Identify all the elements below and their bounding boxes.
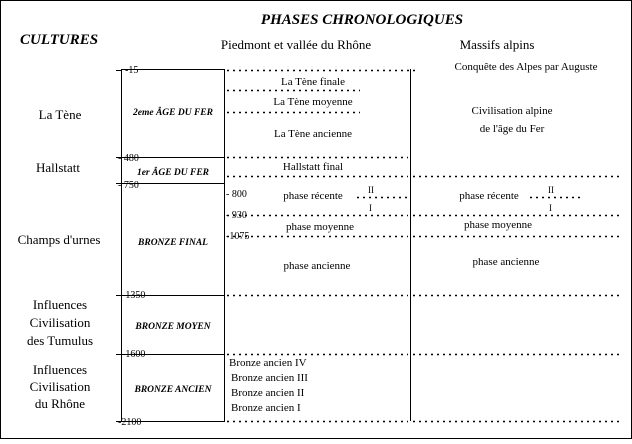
phase-moyenne-piedmont: phase moyenne — [285, 221, 355, 233]
column-header-alpine: Massifs alpins — [459, 37, 535, 52]
culture-tumulus-line3: des Tumulus — [26, 333, 94, 348]
phase-tene-moyenne: La Tène moyenne — [273, 96, 353, 108]
culture-champs-durnes: Champs d'urnes — [17, 232, 101, 247]
phase-hallstatt-final: Hallstatt final — [282, 161, 344, 173]
cultures-title: CULTURES — [20, 32, 99, 48]
phase-recente-alpine: phase récente — [459, 190, 519, 202]
date-label: - 480 — [118, 153, 139, 164]
phase-tene-ancienne: La Tène ancienne — [274, 128, 352, 140]
date-label: -2100 — [118, 417, 142, 428]
date-label: - 750 — [118, 180, 139, 191]
bronze-ancien-sub: Bronze ancien I — [231, 402, 301, 414]
column-header-piedmont: Piedmont et vallée du Rhône — [220, 37, 372, 52]
date-label: -1600 — [122, 349, 146, 360]
bronze-ancien-sub: Bronze ancien III — [231, 372, 308, 384]
date-label: -1075 — [226, 231, 250, 242]
date-label: -15 — [125, 65, 139, 76]
age-bronze-moyen: BRONZE MOYEN — [135, 322, 211, 332]
phase-ancienne-alpine: phase ancienne — [472, 256, 540, 268]
phase-age-du-fer-alpine: de l'âge du Fer — [479, 123, 545, 135]
culture-tumulus-line2: Civilisation — [29, 315, 91, 330]
date-label: -1350 — [122, 290, 146, 301]
age-bronze-final: BRONZE FINAL — [138, 238, 208, 248]
date-label: - 930 — [226, 210, 247, 221]
culture-la-tene: La Tène — [38, 107, 82, 122]
culture-rhone-line3: du Rhône — [34, 396, 86, 411]
sub-marker-lower-piedmont: I — [369, 203, 372, 213]
age-1er-fer: 1er ÂGE DU FER — [136, 168, 210, 178]
phases-title: PHASES CHRONOLOGIQUES — [260, 12, 464, 28]
date-ticks — [116, 71, 121, 422]
date-label: - 800 — [226, 189, 247, 200]
culture-rhone-line2: Civilisation — [29, 379, 91, 394]
phase-ancienne-piedmont: phase ancienne — [283, 260, 351, 272]
phase-moyenne-alpine: phase moyenne — [463, 219, 533, 231]
sub-marker-upper-alpine: II — [548, 185, 554, 195]
culture-tumulus-line1: Influences — [32, 297, 88, 312]
phase-tene-finale: La Tène finale — [281, 76, 345, 88]
phase-civilisation-alpine: Civilisation alpine — [471, 105, 553, 117]
culture-rhone-line1: Influences — [32, 362, 88, 377]
phase-recente-piedmont: phase récente — [283, 190, 343, 202]
culture-hallstatt: Hallstatt — [35, 160, 81, 175]
bronze-ancien-sub: Bronze ancien IV — [229, 357, 307, 369]
bronze-ancien-sub: Bronze ancien II — [231, 387, 305, 399]
age-2eme-fer: 2eme ÂGE DU FER — [133, 108, 213, 118]
age-bronze-ancien: BRONZE ANCIEN — [134, 385, 212, 395]
sub-marker-lower-alpine: I — [549, 203, 552, 213]
sub-marker-upper-piedmont: II — [368, 185, 374, 195]
phase-conquete-alpes: Conquête des Alpes par Auguste — [454, 61, 598, 73]
